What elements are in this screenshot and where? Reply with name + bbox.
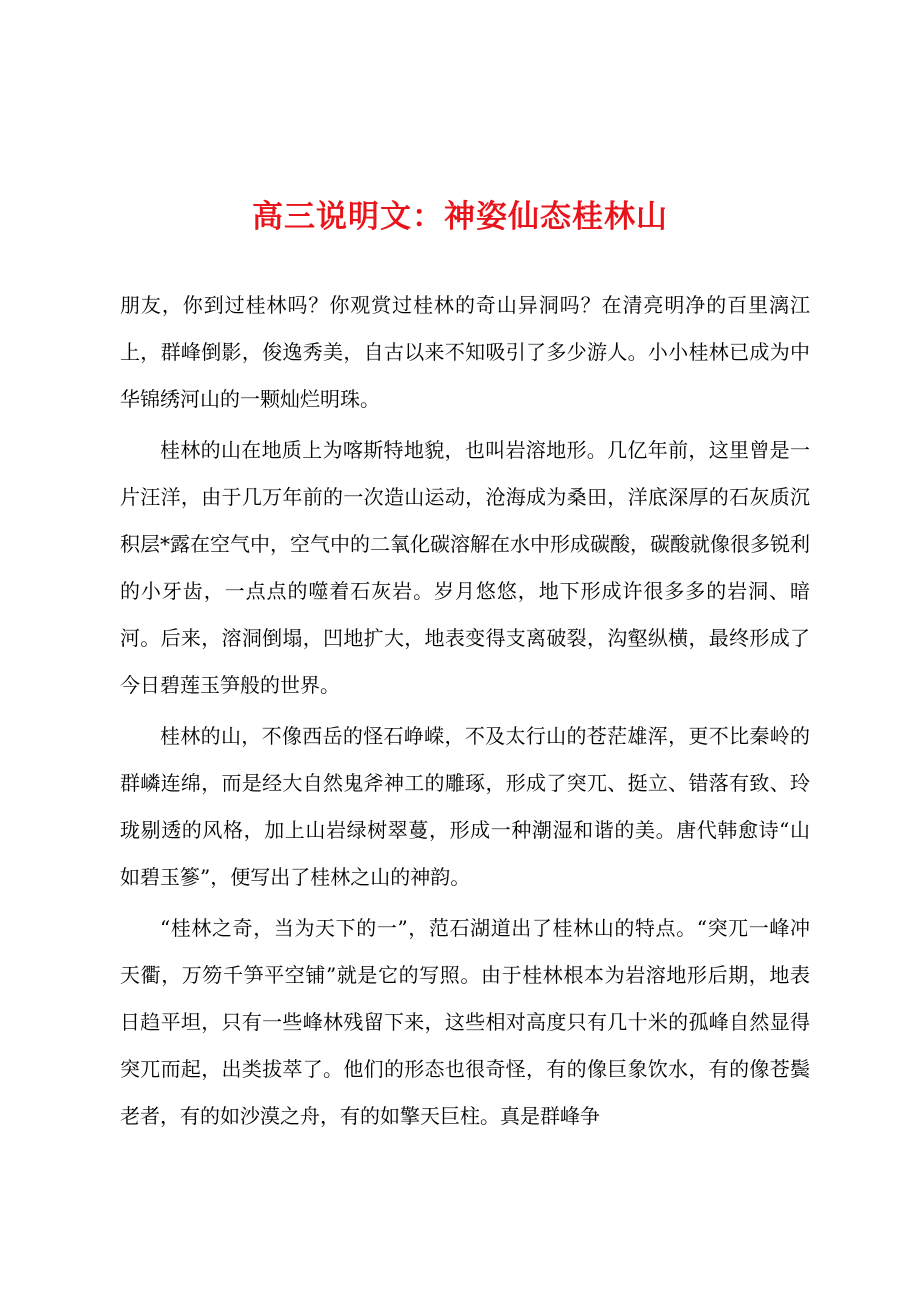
document-body — [120, 282, 810, 1144]
paragraph-intro: 朋友，你到过桂林吗？你观赏过桂林的奇山异洞吗？在清亮明净的百里漓江上，群峰倒影，俊逸秀美，自古以来不知吸引了多少游人。小小桂林已成为中华锦绣河山的一颗灿烂明珠。 — [120, 293, 810, 411]
paragraph-style: 桂林的山，不像西岳的怪石峥嵘，不及太行山的苍茫雄浑，更不比秦岭的群嶙连绵，而是经大自然鬼斧神工的雕琢，形成了突兀、挺立、错落有致、玲珑剔透的风格，加上山岩绿树翠蔓，形成一种潮湿和谐的美。唐代韩愈诗“山如碧玉篸”，便写出了桂林之山的神韵。 — [120, 724, 810, 889]
paragraph-peaks: “桂林之奇，当为天下的一”，范石湖道出了桂林山的特点。“突兀一峰冲天衢，万笏千笋平空铺”就是它的写照。由于桂林根本为岩溶地形后期，地表日趋平坦，只有一些峰林残留下来，这些相对高度只有几十米的孤峰自然显得突兀而起，出类拔萃了。他们的形态也很奇怪，有的像巨象饮水，有的像苍鬓老者，有的如沙漠之舟，有的如擎天巨柱。真是群峰争 — [120, 916, 810, 1128]
paragraph-geology: 桂林的山在地质上为喀斯特地貌，也叫岩溶地形。几亿年前，这里曾是一片汪洋，由于几万年前的一次造山运动，沧海成为桑田，洋底深厚的石灰质沉积层*露在空气中，空气中的二氧化碳溶解在水中形成碳酸，碳酸就像很多锐利的小牙齿，一点点的噬着石灰岩。岁月悠悠，地下形成许很多多的岩洞、暗河。后来，溶洞倒塌，凹地扩大，地表变得支离破裂，沟壑纵横，最终形成了今日碧莲玉笋般的世界。 — [120, 438, 810, 697]
document-title: 高三说明文：神姿仙态桂林山 — [252, 199, 668, 235]
